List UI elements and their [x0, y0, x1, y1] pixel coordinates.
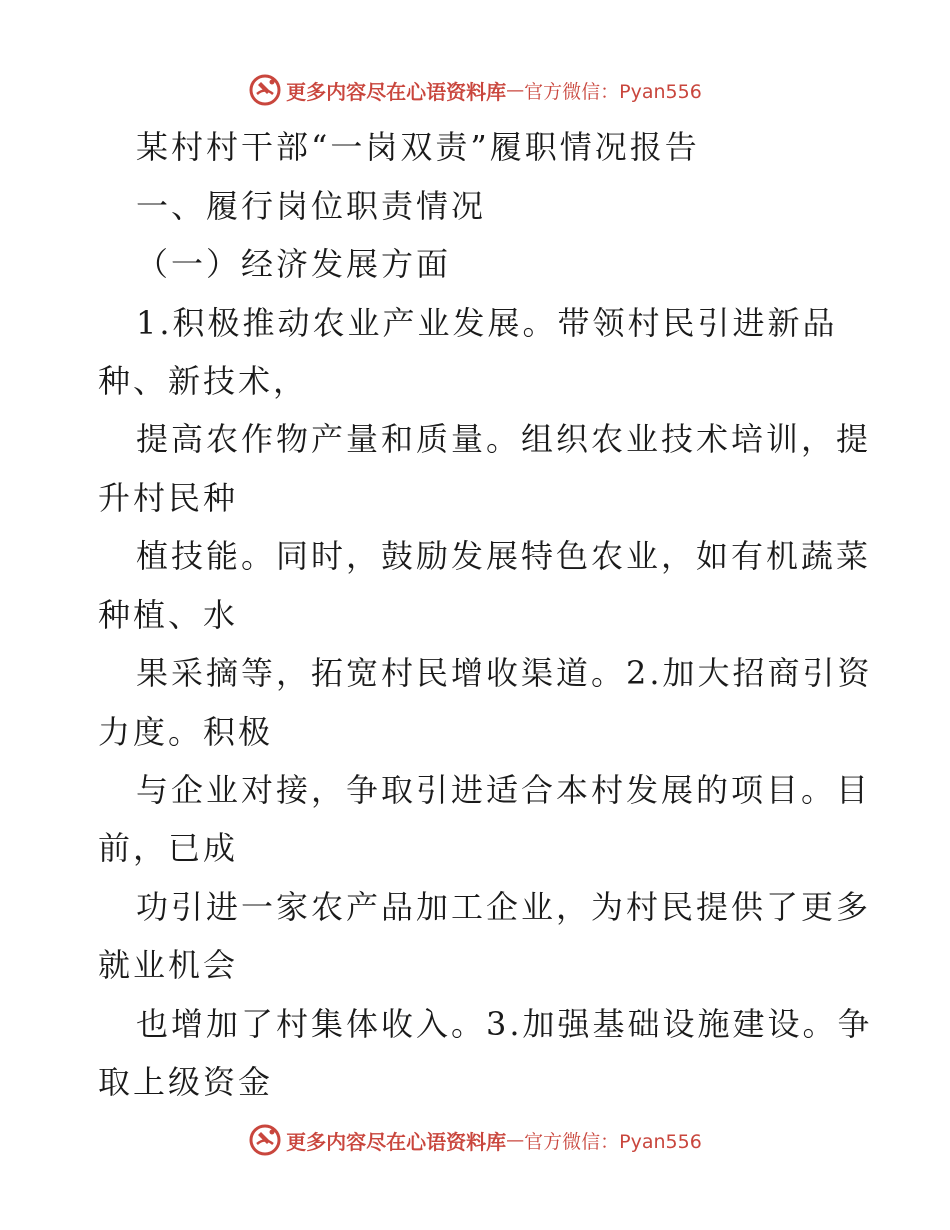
document-title: 某村村干部“一岗双责”履职情况报告	[136, 128, 700, 166]
paragraph-line: 功引进一家农产品加工企业，为村民提供了更多	[136, 888, 872, 926]
paragraph-line: 升村民种	[98, 479, 239, 517]
paragraph-line: 与企业对接，争取引进适合本村发展的项目。目	[136, 771, 872, 809]
book-pen-icon	[248, 73, 282, 107]
header-banner	[0, 70, 950, 110]
paragraph-line: 力度。积极	[98, 713, 274, 751]
paragraph-line: 取上级资金	[98, 1063, 274, 1101]
footer-banner-text: 更多内容尽在心语资料库	[286, 1129, 507, 1154]
section-heading: 一、履行岗位职责情况	[136, 187, 487, 225]
footer-wechat: 官方微信：Pyan556	[524, 1130, 702, 1153]
paragraph-line: 前，已成	[98, 829, 239, 867]
subsection-heading: （一）经济发展方面	[136, 245, 452, 283]
book-pen-icon	[248, 1123, 282, 1157]
paragraph-line: 1.积极推动农业产业发展。带领村民引进新品	[136, 304, 838, 342]
paragraph-line: 种植、水	[98, 596, 239, 634]
paragraph-line: 提高农作物产量和质量。组织农业技术培训，提	[136, 420, 872, 458]
paragraph-line: 果采摘等，拓宽村民增收渠道。2.加大招商引资	[136, 654, 873, 692]
header-banner-dash: —	[506, 79, 525, 101]
header-banner-text: 更多内容尽在心语资料库	[286, 79, 507, 104]
paragraph-line: 就业机会	[98, 946, 239, 984]
header-wechat: 官方微信：Pyan556	[524, 80, 702, 103]
paragraph-line: 植技能。同时，鼓励发展特色农业，如有机蔬菜	[136, 537, 872, 575]
paragraph-line: 种、新技术，	[98, 362, 309, 400]
footer-banner-dash: —	[506, 1129, 525, 1151]
paragraph-line: 也增加了村集体收入。3.加强基础设施建设。争	[136, 1005, 873, 1043]
footer-banner	[0, 1120, 950, 1160]
